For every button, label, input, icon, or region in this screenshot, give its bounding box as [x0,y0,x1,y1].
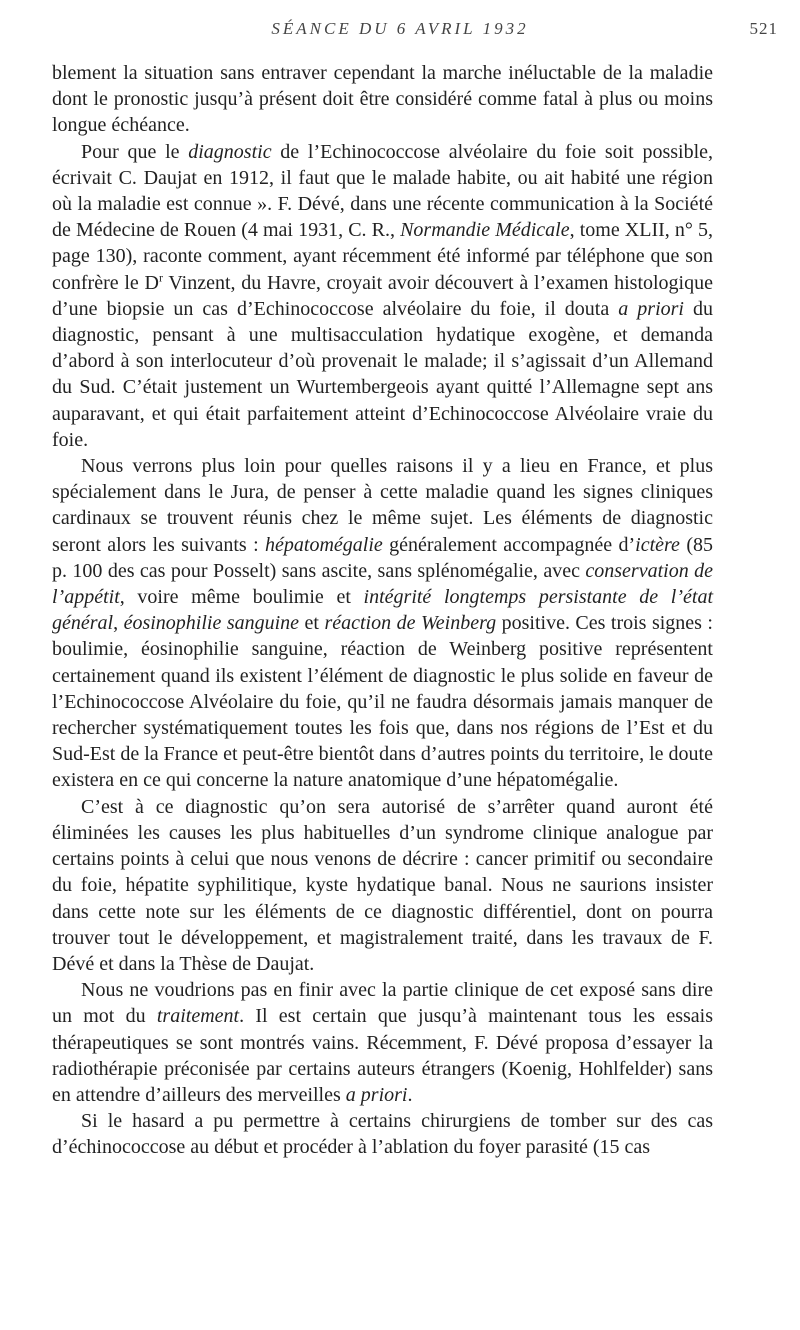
text-run: C’est à ce diagnostic qu’on sera autorisé de s’arrêter quand auront été éliminées les causes les plus habituelles d’un syndrome clinique analogue par certains points à celui que nous venons de décrire : cancer primitif ou secondaire du foie, hépatite syphilitique, kyste hydatique banal. Nous ne saurions insister dans cette note sur les éléments de ce diagnostic différentiel, dont on pourra trouver tout le développement, et magistralement traité, dans les travaux de F. Dévé et dans la Thèse de Daujat. [52,795,713,975]
running-header [0,19,800,45]
text-run: de l’Echinococcose alvéolaire du foie soit possible, écrivait C. Daujat en 1912, il faut que le malade habite, ou ait habité une région où la maladie est connue ». F. Dévé, dans une récente communication à la Société de Médecine de Rouen (4 mai 1931, C. R., [52,140,714,242]
paragraph [52,453,713,794]
italic-text: hépatomégalie [265,533,383,556]
header-title: SÉANCE DU 6 AVRIL 1932 [271,19,529,38]
paragraph [52,60,713,139]
italic-text: traitement [156,1005,240,1028]
body-text [52,60,713,1161]
paragraph [52,794,713,977]
superscript-text: r [159,269,163,284]
paragraph [52,977,713,1108]
italic-text: a priori [345,1083,408,1106]
text-run: . Il est certain que jusqu’à maintenant tous les essais thérapeutiques se sont montrés vains. Récemment, F. Dévé proposa d’essayer la radiothérapie préconisée par certains auteurs étrangers (Koenig, Hohlfelder) sans en attendre d’ailleurs des merveilles [52,1005,713,1106]
text-run: , voire même boulimie et [119,586,364,609]
text-run: Nous ne voudrions pas en finir avec la partie clinique de cet exposé sans dire un mot du [52,979,713,1028]
italic-text: a priori [618,297,684,320]
text-run: blement la situation sans entraver cependant la marche inéluctable de la maladie dont le pronostic jusqu’à présent doit être considéré comme fatal à plus ou moins longue échéance. [52,62,713,137]
text-run: généralement accompagnée d’ [382,533,636,556]
paragraph [52,139,713,453]
italic-text: Normandie Médicale [400,219,570,242]
page-number: 521 [749,19,778,38]
text-run: (85 p. 100 des cas pour Posselt) sans ascite, sans splénomégalie, avec [52,533,713,582]
text-run: Nous verrons plus loin pour quelles raisons il y a lieu en France, et plus spécialement dans le Jura, de penser à cette maladie quand les signes cliniques cardinaux se trouvent réunis chez le même sujet. Les éléments de diagnostic seront alors les suivants : [52,455,713,556]
italic-text: réaction de Weinberg [324,612,497,635]
italic-text: ictère [635,533,680,556]
italic-text: diagnostic [188,140,272,163]
text-run: Si le hasard a pu permettre à certains chirurgiens de tomber sur des cas d’échinococcose au début et procéder à l’ablation du foyer parasité (15 cas [52,1110,713,1159]
paragraph [52,1108,713,1160]
text-run: et [299,612,325,635]
text-run: . [407,1083,413,1106]
text-run: du diagnostic, pensant à une multisacculation hydatique exogène, et demanda d’abord à son interlocuteur d’où provenait le malade; il s’agissait d’un Allemand du Sud. C’était justement un Wurtembergeois ayant quitté l’Allemagne sept ans auparavant, et qui était parfaitement atteint d’Echinococcose Alvéolaire vraie du foie. [52,297,713,451]
text-run: , tome XLII, n° 5, page 130), raconte comment, ayant récemment été informé par téléphone que son confrère le D [52,219,713,294]
text-run: Vinzent, du Havre, croyait avoir découvert à l’examen histologique d’une biopsie un cas d’Echinococcose alvéolaire du foie, il douta [52,271,713,320]
text-run: Pour que le [81,140,189,163]
text-run: positive. Ces trois signes : boulimie, éosinophilie sanguine, réaction de Weinberg positive représentent certainement quand ils existent l’élément de diagnostic le plus solide en faveur de l’Echinococcose Alvéolaire du foie, qu’il ne faudra désormais jamais manquer de rechercher systématiquement toutes les fois que, dans nos régions de l’Est et du Sud-Est de la France et peut-être bientôt dans d’autres points du territoire, le doute existera en ce qui concerne la nature anatomique d’une hépatomégalie. [52,612,713,792]
italic-text: conservation de l’appétit [52,559,713,609]
italic-text: éosinophilie sanguine [123,612,300,635]
italic-text: intégrité longtemps persistante de l’état général [52,586,714,635]
text-run: , [113,612,124,635]
